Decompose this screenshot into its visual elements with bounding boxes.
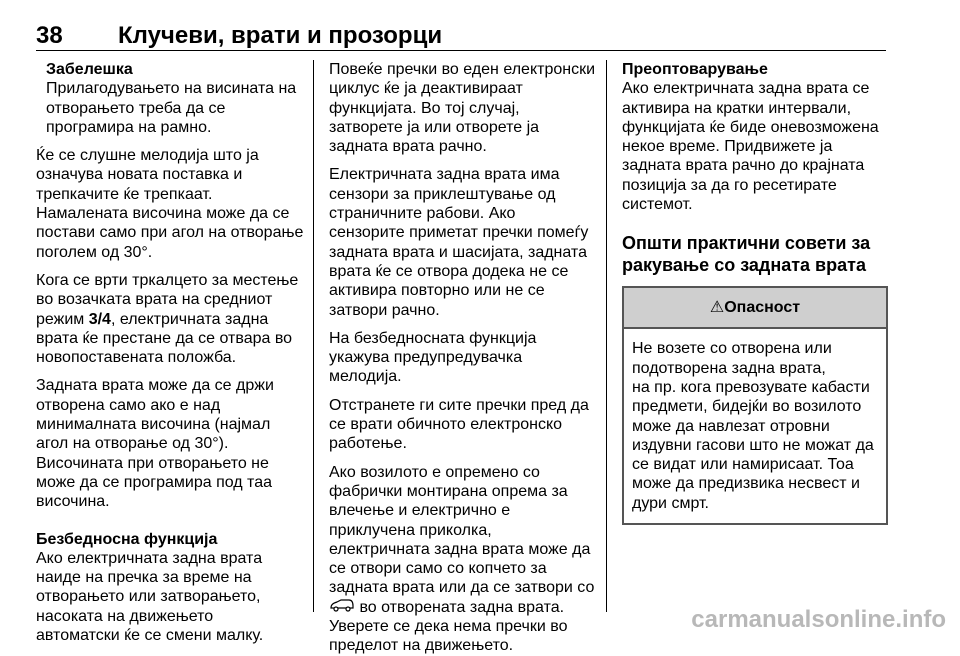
paragraph bbox=[329, 165, 599, 319]
text-line: автоматски ќе се смени малку. bbox=[36, 627, 264, 645]
text-line: фабрички монтирана опрема за bbox=[329, 482, 568, 500]
text-line: затвори рачно. bbox=[329, 301, 440, 319]
section-heading bbox=[622, 232, 887, 276]
text-line: затворете ја или отворете ја bbox=[329, 118, 540, 136]
text-line: Електричната задна врата има bbox=[329, 166, 560, 184]
column-divider-1 bbox=[313, 60, 314, 612]
text-line: Отстранете ги сите пречки пред да bbox=[329, 396, 589, 414]
text-line: отворена само ако е над bbox=[36, 396, 221, 414]
text-line: Ако возилото е опремено со bbox=[329, 463, 540, 481]
text-line: минималната височина (најмал bbox=[36, 416, 271, 434]
text-line: укажува предупредувачка bbox=[329, 349, 523, 367]
text-line: агол на отворање од 30°). bbox=[36, 435, 229, 453]
text-line: се отвори само со копчето за bbox=[329, 560, 547, 578]
paragraph bbox=[36, 454, 304, 512]
text-line: подотворена задна врата, bbox=[632, 359, 826, 377]
text-line: трепкачите ќе трепкаат. bbox=[36, 185, 213, 203]
text-line: новопоставената положба. bbox=[36, 349, 237, 367]
column-1 bbox=[36, 60, 304, 645]
text-line: може да се програмира под таа bbox=[36, 473, 272, 491]
page-number: 38 bbox=[36, 22, 63, 49]
overload-heading: Преоптоварување bbox=[622, 61, 768, 78]
danger-box bbox=[622, 286, 888, 525]
text-line: Повеќе пречки во еден електронски bbox=[329, 61, 596, 78]
text-line: Ако електричната задна врата се bbox=[622, 80, 870, 98]
text-line: на пр. кога превозувате кабасти bbox=[632, 378, 870, 396]
page-title: Клучеви, врати и прозорци bbox=[118, 22, 443, 49]
text-line: активира повторно или не се bbox=[329, 282, 545, 300]
text-line: врата ќе се отвора додека не се bbox=[329, 262, 569, 280]
text-line: постави само при агол на отворање bbox=[36, 224, 304, 242]
text-line: Височината при отворањето не bbox=[36, 454, 269, 472]
text-line: поголем од 30°. bbox=[36, 243, 153, 261]
watermark: carmanualsonline.info bbox=[691, 606, 946, 633]
text-line bbox=[329, 598, 599, 617]
text-line: некое време. Придвижете ја bbox=[622, 138, 833, 156]
danger-title: Опасност bbox=[724, 299, 801, 317]
danger-body bbox=[624, 329, 886, 523]
paragraph bbox=[329, 463, 599, 617]
text-line: системот. bbox=[622, 196, 693, 214]
text-line: задната врата и шасијата, задната bbox=[329, 243, 587, 261]
text-line: предмети, бидејќи во возилото bbox=[632, 398, 862, 416]
note-line: Прилагодувањето на висината на bbox=[46, 80, 297, 98]
text-line: Уверете се дека нема пречки во bbox=[329, 618, 568, 636]
text-line: се врати обичното електронско bbox=[329, 416, 563, 434]
note-block bbox=[46, 60, 304, 137]
paragraph bbox=[329, 617, 599, 656]
text-line: Ќе се слушне мелодија што ја bbox=[36, 147, 259, 165]
text-line: Не возете со отворена или bbox=[632, 340, 832, 358]
text-line: врата ќе престане да се отвара во bbox=[36, 329, 293, 347]
text-line: се видат или намирисаат. Тоа bbox=[632, 456, 854, 474]
text-line: Задната врата може да се држи bbox=[36, 377, 274, 395]
car-tailgate-icon bbox=[329, 598, 355, 617]
warning-triangle-icon: ⚠ bbox=[709, 299, 725, 317]
text-line: насоката на движењето bbox=[36, 607, 214, 625]
text-line: функцијата. Во тој случај, bbox=[329, 99, 520, 117]
text-line: наиде на пречка за време на bbox=[36, 569, 252, 587]
text-line: дури смрт. bbox=[632, 494, 709, 512]
mode-label: 3/4 bbox=[88, 310, 111, 328]
text-line: работење. bbox=[329, 435, 407, 453]
text-line: електричната задна врата може да bbox=[329, 540, 591, 558]
overload-section bbox=[622, 60, 887, 214]
text-line: означува новата поставка и bbox=[36, 166, 243, 184]
text-line: приклучена приколка, bbox=[329, 521, 492, 539]
note-line: отворањето треба да се bbox=[46, 99, 226, 117]
safety-section bbox=[36, 530, 304, 646]
paragraph bbox=[36, 376, 304, 453]
text-line: Кога се врти тркалцето за местење bbox=[36, 271, 299, 289]
safety-heading: Безбедносна функција bbox=[36, 530, 218, 548]
text-line: Намалената височина може да се bbox=[36, 205, 290, 223]
text-line: може да навлезат отровни bbox=[632, 417, 830, 435]
text-line: циклус ќе ја деактивираат bbox=[329, 80, 523, 98]
text-line: Ако електричната задна врата bbox=[36, 549, 263, 567]
text-line: На безбедносната функција bbox=[329, 329, 537, 347]
paragraph bbox=[36, 204, 304, 262]
paragraph bbox=[36, 271, 304, 367]
text-line: позиција за да го ресетирате bbox=[622, 176, 837, 194]
text-line: во возачката врата на средниот bbox=[36, 291, 273, 309]
paragraph bbox=[36, 146, 304, 204]
text-line: височина. bbox=[36, 493, 110, 511]
text-line: влечење и електрично е bbox=[329, 502, 511, 520]
danger-title-bar bbox=[624, 288, 886, 329]
note-line: програмира на рамно. bbox=[46, 118, 212, 136]
text-line: пределот на движењето. bbox=[329, 637, 514, 655]
text-line: издувни гасови што не можат да bbox=[632, 436, 874, 454]
text-fragment: , електричната задна bbox=[110, 310, 269, 328]
column-3 bbox=[622, 60, 887, 525]
text-fragment: режим bbox=[36, 310, 89, 328]
text-line: задната врата рачно до крајната bbox=[622, 157, 865, 175]
text-fragment: во отворената задна врата. bbox=[355, 598, 565, 616]
text-line: сензорите приметат пречки помеѓу bbox=[329, 224, 589, 242]
paragraph bbox=[329, 60, 599, 156]
text-line: задната врата рачно. bbox=[329, 138, 487, 156]
heading-line: ракување со задната врата bbox=[622, 255, 866, 276]
text-line: функцијата ќе биде оневозможена bbox=[622, 118, 879, 136]
heading-line: Општи практични совети за bbox=[622, 233, 871, 254]
column-divider-2 bbox=[606, 60, 607, 612]
text-line: активира на кратки интервали, bbox=[622, 99, 852, 117]
paragraph bbox=[329, 329, 599, 387]
column-2 bbox=[329, 60, 599, 656]
note-heading: Забелешка bbox=[46, 61, 133, 78]
text-line: задната врата или да се затвори со bbox=[329, 579, 595, 597]
text-line: сензори за приклештување од bbox=[329, 185, 556, 203]
paragraph bbox=[329, 396, 599, 454]
text-line bbox=[36, 310, 304, 329]
text-line: отворањето или затворањето, bbox=[36, 588, 261, 606]
text-line: страничните рабови. Ако bbox=[329, 205, 516, 223]
page-header bbox=[36, 16, 886, 51]
text-line: мелодија. bbox=[329, 368, 402, 386]
text-line: може да предизвика несвест и bbox=[632, 475, 860, 493]
